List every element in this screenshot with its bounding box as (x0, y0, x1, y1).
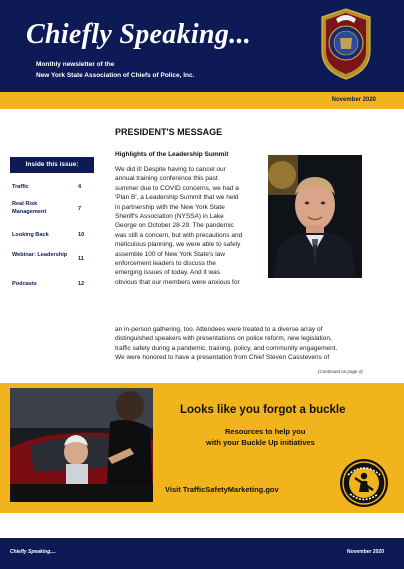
traffic-stop-photo (10, 388, 153, 502)
article-line: distinguished speakers with presentations on police reform, new legislation, (115, 335, 332, 343)
toc-item-page: 10 (78, 232, 85, 238)
page-footer (0, 538, 404, 569)
article-line: 'Plan B', a Leadership Summit that we held (115, 194, 239, 202)
article-line: assemble 100 of New York State's law (115, 250, 225, 258)
article-line: enforcement leaders to discuss the (115, 260, 216, 268)
article-line: traffic safety during a pandemic, training, policy, and community engagement. (115, 344, 338, 352)
article-line: an in-person gathering, too. Attendees were treated to a diverse array of (115, 326, 323, 333)
newsletter-subtitle-line1: Monthly newsletter of the (36, 61, 115, 68)
article-line: was still a concern, but with precautions and (115, 231, 243, 239)
article-line: Sheriff's Association (NYSSA) in Lake (115, 213, 224, 221)
section-title: PRESIDENT'S MESSAGE (115, 127, 223, 137)
toc-item-page: 7 (78, 206, 82, 212)
footer-date: November 2020 (347, 549, 384, 555)
article-body-wide (115, 325, 375, 363)
article-line: We did it! Despite having to cancel our (115, 166, 226, 173)
president-portrait-photo (268, 155, 362, 278)
toc-item-label: Looking Back (12, 232, 49, 238)
nysacop-badge-icon (318, 7, 374, 81)
inside-this-issue-box (10, 157, 94, 267)
article-line: in partnership with the New York State (115, 203, 225, 211)
toc-item-label: Podcasts (12, 281, 37, 287)
article-line: meticulous planning, we were able to safely (115, 241, 241, 249)
toc-item-page: 4 (78, 184, 82, 190)
toc-item-page: 11 (78, 256, 84, 262)
toc-item-label: Webinar: Leadership (12, 252, 68, 258)
article-body-narrow (115, 165, 258, 287)
article-line: obvious that our members were anxious for (115, 278, 240, 286)
toc-item-label: Traffic (12, 184, 29, 190)
footer-title: Chiefly Speaking.... (10, 549, 56, 555)
newsletter-title: Chiefly Speaking... (26, 19, 252, 50)
click-it-or-ticket-logo-icon (339, 458, 389, 508)
newsletter-subtitle-line2: New York State Association of Chiefs of Police, Inc. (36, 72, 195, 79)
article-line: We were honored to have a presentation from Chief Steven Casstevens of (115, 354, 330, 362)
article-line: emerging issues of today. And it was (115, 269, 221, 277)
ad-headline: Looks like you forgot a buckle (180, 404, 346, 416)
toc-item-label: Real Risk Management (12, 201, 47, 215)
toc-heading: Inside this issue: (10, 157, 94, 173)
article-heading: Highlights of the Leadership Summit (115, 151, 229, 158)
article-line: George on October 28-29. The pandemic (115, 222, 234, 230)
ad-subheadline-line1: Resources to help you (225, 427, 306, 436)
article-line: annual training conference this past (115, 175, 218, 183)
traffic-safety-link[interactable]: Visit TrafficSafetyMarketing.gov (165, 485, 279, 494)
issue-date: November 2020 (331, 97, 376, 103)
ad-subheadline-line2: with your Buckle Up initiatives (206, 438, 315, 447)
article-line: summer due to COVID concerns, we had a (115, 184, 239, 192)
toc-item-page: 12 (78, 281, 85, 287)
continued-note[interactable]: (Continued on page 2) (318, 369, 363, 374)
